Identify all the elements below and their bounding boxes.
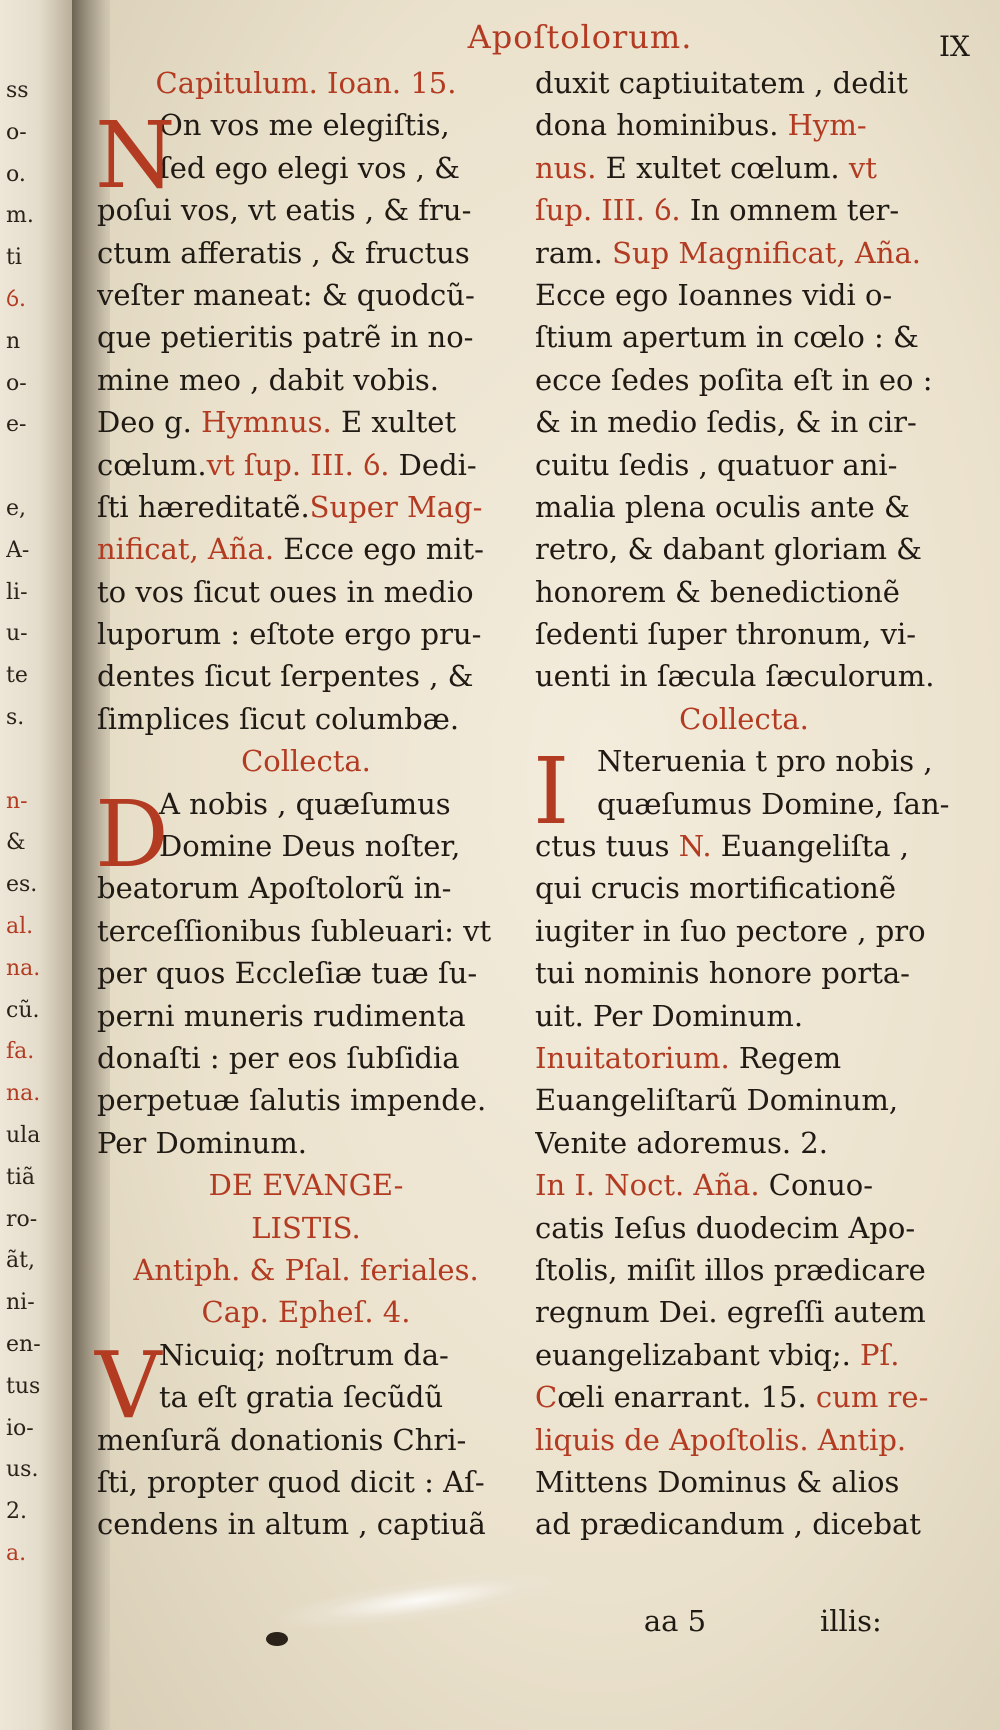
rubric-text: N. bbox=[678, 829, 712, 864]
text-line bbox=[97, 1037, 515, 1079]
body-text: veſter maneat: & quodcũ- bbox=[97, 277, 475, 312]
facing-page-fragment: e, bbox=[6, 496, 27, 521]
text-line bbox=[535, 1079, 953, 1121]
body-text: Deo g. bbox=[97, 405, 202, 440]
body-text: perpetuæ ſalutis impende. bbox=[97, 1083, 487, 1118]
facing-page-fragment: ula bbox=[6, 1123, 41, 1148]
rubric-text: Hymnus. bbox=[201, 405, 332, 440]
text-line bbox=[535, 189, 953, 231]
body-text: cuitu ſedis , quatuor ani- bbox=[535, 447, 898, 482]
body-text: Domine Deus noſter, bbox=[159, 829, 461, 864]
drop-cap-paragraph bbox=[533, 738, 953, 846]
text-line bbox=[535, 1249, 953, 1291]
text-line bbox=[97, 571, 515, 613]
text-line bbox=[97, 952, 515, 994]
body-text: luporum : eſtote ergo pru- bbox=[97, 617, 482, 652]
body-text: uenti in ſæcula ſæculorum. bbox=[535, 659, 935, 694]
body-text: to vos ſicut oues in medio bbox=[97, 574, 474, 609]
facing-page-fragment: & bbox=[6, 830, 26, 856]
body-text: tui nominis honore porta- bbox=[535, 956, 910, 991]
body-text: qui crucis mortificationẽ bbox=[535, 871, 896, 906]
drop-cap-initial: V bbox=[95, 1331, 162, 1439]
text-line bbox=[97, 698, 515, 740]
rubric-text: nificat, Aña. bbox=[97, 532, 275, 567]
text-line bbox=[535, 528, 953, 570]
text-line bbox=[535, 825, 953, 867]
body-text: A nobis , quæſumus bbox=[159, 786, 451, 821]
text-line bbox=[535, 316, 953, 358]
facing-page-fragment: tiã bbox=[6, 1164, 35, 1190]
body-text: Nteruenia t pro nobis , bbox=[597, 744, 933, 779]
body-text: Venite adoremus. 2. bbox=[535, 1125, 828, 1160]
body-text: Mittens Dominus & alios bbox=[535, 1464, 900, 1499]
text-line bbox=[97, 1079, 515, 1121]
text-line bbox=[535, 867, 953, 909]
ink-spot bbox=[266, 1632, 288, 1646]
drop-cap-initial: D bbox=[95, 780, 169, 888]
text-line bbox=[97, 1122, 515, 1164]
text-line bbox=[535, 104, 953, 146]
body-text: Per Dominum. bbox=[97, 1125, 308, 1160]
body-text: Ecce ego mit- bbox=[274, 532, 484, 567]
body-text: Regem bbox=[729, 1040, 842, 1075]
body-text: On vos me elegiſtis, bbox=[159, 108, 450, 143]
facing-page-fragment: tus bbox=[6, 1373, 41, 1399]
body-text: ſti, propter quod dicit : Aſ- bbox=[97, 1464, 485, 1499]
section-heading: Collecta. bbox=[241, 744, 371, 779]
section-heading: DE EVANGE- bbox=[208, 1168, 404, 1203]
text-line bbox=[535, 1334, 953, 1376]
body-text: retro, & dabant gloriam & bbox=[535, 532, 922, 567]
rubric-text: liquis de Apoſtolis. Antip. bbox=[535, 1422, 907, 1457]
text-line bbox=[97, 232, 515, 274]
facing-page-fragment: o. bbox=[6, 161, 26, 187]
rubric-text: C bbox=[535, 1380, 558, 1415]
text-line bbox=[535, 401, 953, 443]
body-text: Ecce ego Ioannes vidi o- bbox=[535, 277, 893, 312]
text-line bbox=[97, 995, 515, 1037]
body-text: & in medio ſedis, & in cir- bbox=[535, 405, 917, 440]
section-heading: Capitulum. Ioan. 15. bbox=[155, 66, 457, 100]
text-line bbox=[535, 1291, 953, 1333]
body-text: ſtolis, miſit illos prædicare bbox=[535, 1252, 926, 1287]
section-heading: Cap. Epheſ. 4. bbox=[201, 1295, 411, 1330]
rubric-text: Inuitatorium. bbox=[535, 1040, 730, 1075]
facing-page-fragment: us. bbox=[6, 1457, 39, 1483]
rubric-text: Sup Magnificat, Aña. bbox=[612, 235, 922, 270]
body-text: ta eſt gratia ſecũdũ bbox=[159, 1380, 444, 1415]
body-text: Nicuiq; noſtrum da- bbox=[159, 1337, 449, 1372]
body-text: beatorum Apoſtolorũ in- bbox=[97, 871, 452, 906]
facing-page-fragment: ỽ. bbox=[6, 287, 27, 312]
facing-page-fragment: te bbox=[6, 663, 28, 689]
page-footer bbox=[640, 1596, 980, 1646]
catchword: illis: bbox=[820, 1604, 882, 1638]
body-text: iugiter in ſuo pectore , pro bbox=[535, 913, 926, 948]
body-text: Euangeliſta , bbox=[711, 829, 909, 864]
body-text: poſui vos, vt eatis , & fru- bbox=[97, 193, 472, 228]
body-text: perni muneris rudimenta bbox=[97, 998, 466, 1033]
text-line bbox=[97, 613, 515, 655]
text-line bbox=[535, 1376, 953, 1418]
text-line bbox=[535, 655, 953, 697]
facing-page-fragment: ro- bbox=[6, 1206, 38, 1232]
text-line bbox=[535, 613, 953, 655]
facing-page-fragment: ti bbox=[6, 245, 22, 271]
text-line bbox=[97, 655, 515, 697]
body-text: quæſumus Domine, ſan- bbox=[597, 786, 950, 821]
body-text: ecce ſedes poſita eſt in eo : bbox=[535, 362, 933, 397]
facing-page-fragment: na. bbox=[6, 1081, 41, 1107]
facing-page-fragment: s. bbox=[6, 705, 25, 730]
text-line bbox=[535, 444, 953, 486]
facing-page-fragment: e- bbox=[6, 412, 27, 438]
drop-cap-paragraph bbox=[95, 780, 515, 888]
body-text: ctus tuus bbox=[535, 829, 679, 864]
facing-page-fragment: li- bbox=[6, 579, 28, 605]
facing-page-edge bbox=[0, 0, 72, 1730]
text-line bbox=[97, 528, 515, 570]
text-line bbox=[97, 274, 515, 316]
text-line bbox=[535, 1037, 953, 1079]
body-text: In omnem ter- bbox=[680, 193, 900, 228]
facing-page-fragment: A- bbox=[6, 537, 30, 563]
facing-page-fragment: na. bbox=[6, 955, 41, 981]
text-line bbox=[97, 1503, 515, 1545]
rubric-text: vt bbox=[848, 150, 877, 185]
body-text: duxit captiuitatem , dedit bbox=[535, 66, 908, 100]
body-text: menſurã donationis Chri- bbox=[97, 1422, 467, 1457]
text-line bbox=[97, 486, 515, 528]
text-line bbox=[535, 783, 953, 825]
text-line bbox=[97, 359, 515, 401]
body-text: uit. Per Dominum. bbox=[535, 998, 804, 1033]
body-text: per quos Eccleſiæ tuæ ſu- bbox=[97, 956, 478, 991]
section-heading: Antiph. & Pſal. feriales. bbox=[133, 1252, 479, 1287]
drop-cap-initial: N bbox=[95, 102, 176, 210]
text-line bbox=[97, 316, 515, 358]
body-text: ſimplices ſicut columbæ. bbox=[97, 701, 460, 736]
body-text: E xultet cœlum. bbox=[596, 150, 849, 185]
text-line bbox=[535, 62, 953, 104]
rubric-text: cum re- bbox=[815, 1380, 929, 1415]
facing-page-fragment: o- bbox=[6, 119, 27, 145]
section-heading: Collecta. bbox=[679, 701, 809, 736]
signature-mark: aa 5 bbox=[643, 1604, 707, 1638]
rubric-text: ſup. III. ỽ. bbox=[535, 193, 681, 228]
facing-page-fragment: en- bbox=[6, 1332, 41, 1357]
body-text: ſtium apertum in cœlo : & bbox=[535, 320, 919, 355]
text-line bbox=[535, 232, 953, 274]
text-line bbox=[535, 1461, 953, 1503]
facing-page-fragment: cũ. bbox=[6, 997, 40, 1023]
facing-page-fragment: es. bbox=[6, 872, 38, 898]
folio-number: IX bbox=[939, 30, 970, 63]
text-line bbox=[535, 274, 953, 316]
text-line bbox=[535, 952, 953, 994]
facing-page-fragment: al. bbox=[6, 914, 34, 939]
facing-page-fragment: 2. bbox=[6, 1499, 27, 1525]
body-text: ctum afferatis , & fructus bbox=[97, 235, 470, 270]
body-text: ad prædicandum , dicebat bbox=[535, 1507, 921, 1542]
body-text: malia plena oculis ante & bbox=[535, 489, 910, 524]
body-text: euangelizabant vbiq;. bbox=[535, 1337, 861, 1372]
rubric-text: nus. bbox=[535, 150, 597, 185]
facing-page-fragment: o- bbox=[6, 370, 27, 396]
section-heading: LISTIS. bbox=[251, 1210, 361, 1245]
left-column bbox=[97, 62, 515, 1622]
facing-page-fragment: ãt, bbox=[6, 1248, 35, 1274]
body-text: ſedenti ſuper thronum, vi- bbox=[535, 617, 917, 652]
body-text: œli enarrant. 15. bbox=[557, 1380, 816, 1415]
text-line bbox=[97, 910, 515, 952]
rubric-text: Hym- bbox=[787, 108, 867, 143]
rubric-text: In I. Noct. Aña. bbox=[535, 1168, 760, 1203]
text-line bbox=[535, 486, 953, 528]
text-line bbox=[535, 995, 953, 1037]
facing-page-fragment: io- bbox=[6, 1415, 34, 1441]
body-text: cendens in altum , captiuã bbox=[97, 1507, 486, 1542]
text-line bbox=[535, 571, 953, 613]
right-column bbox=[535, 62, 953, 1622]
body-text: ſti hæreditatẽ. bbox=[97, 489, 310, 524]
facing-page-fragment: a. bbox=[6, 1541, 27, 1566]
text-line bbox=[535, 1164, 953, 1206]
running-head: Apoſtolorum. bbox=[467, 18, 693, 56]
text-line bbox=[535, 1419, 953, 1461]
body-text: dentes ſicut ſerpentes , & bbox=[97, 659, 474, 694]
text-line bbox=[535, 359, 953, 401]
drop-cap-paragraph bbox=[95, 1331, 515, 1439]
rubric-text: Pſ. bbox=[860, 1337, 900, 1372]
body-text: dona hominibus. bbox=[535, 108, 788, 143]
facing-page-fragment: n bbox=[6, 328, 21, 354]
facing-page-fragment: m. bbox=[6, 203, 34, 229]
text-line bbox=[535, 1207, 953, 1249]
body-text: honorem & benedictionẽ bbox=[535, 574, 900, 609]
body-text: Euangeliſtarũ Dominum, bbox=[535, 1083, 899, 1118]
body-text: Dedi- bbox=[389, 447, 477, 482]
body-text: cœlum. bbox=[97, 447, 207, 482]
facing-page-fragment: ni- bbox=[6, 1290, 35, 1316]
facing-page-fragment: n- bbox=[6, 788, 28, 814]
body-text: terceſſionibus ſubleuari: vt bbox=[97, 913, 492, 948]
body-text: catis Ieſus duodecim Apo- bbox=[535, 1210, 916, 1245]
body-text: que petieritis patrẽ in no- bbox=[97, 320, 474, 355]
rubric-text: vt ſup. III. ỽ. bbox=[206, 447, 390, 482]
body-text: ram. bbox=[535, 235, 613, 270]
facing-page-fragment: fa. bbox=[6, 1039, 35, 1065]
body-text: ſed ego elegi vos , & bbox=[159, 150, 460, 185]
body-text: regnum Dei. egreſſi autem bbox=[535, 1295, 926, 1330]
body-text: E xultet bbox=[331, 405, 457, 440]
body-text: mine meo , dabit vobis. bbox=[97, 362, 439, 397]
text-line bbox=[535, 1503, 953, 1545]
text-line bbox=[97, 401, 515, 443]
text-line bbox=[97, 1461, 515, 1503]
drop-cap-initial: I bbox=[533, 738, 570, 846]
text-line bbox=[535, 740, 953, 782]
drop-cap-paragraph bbox=[95, 102, 515, 210]
text-line bbox=[97, 444, 515, 486]
rubric-text: Super Mag- bbox=[309, 489, 483, 524]
body-text: donaſti : per eos ſubſidia bbox=[97, 1040, 460, 1075]
text-line bbox=[535, 910, 953, 952]
text-line bbox=[535, 1122, 953, 1164]
text-line bbox=[535, 147, 953, 189]
facing-page-fragment: u- bbox=[6, 621, 28, 647]
facing-page-fragment: ss bbox=[6, 78, 29, 103]
body-text: Conuo- bbox=[759, 1168, 874, 1203]
